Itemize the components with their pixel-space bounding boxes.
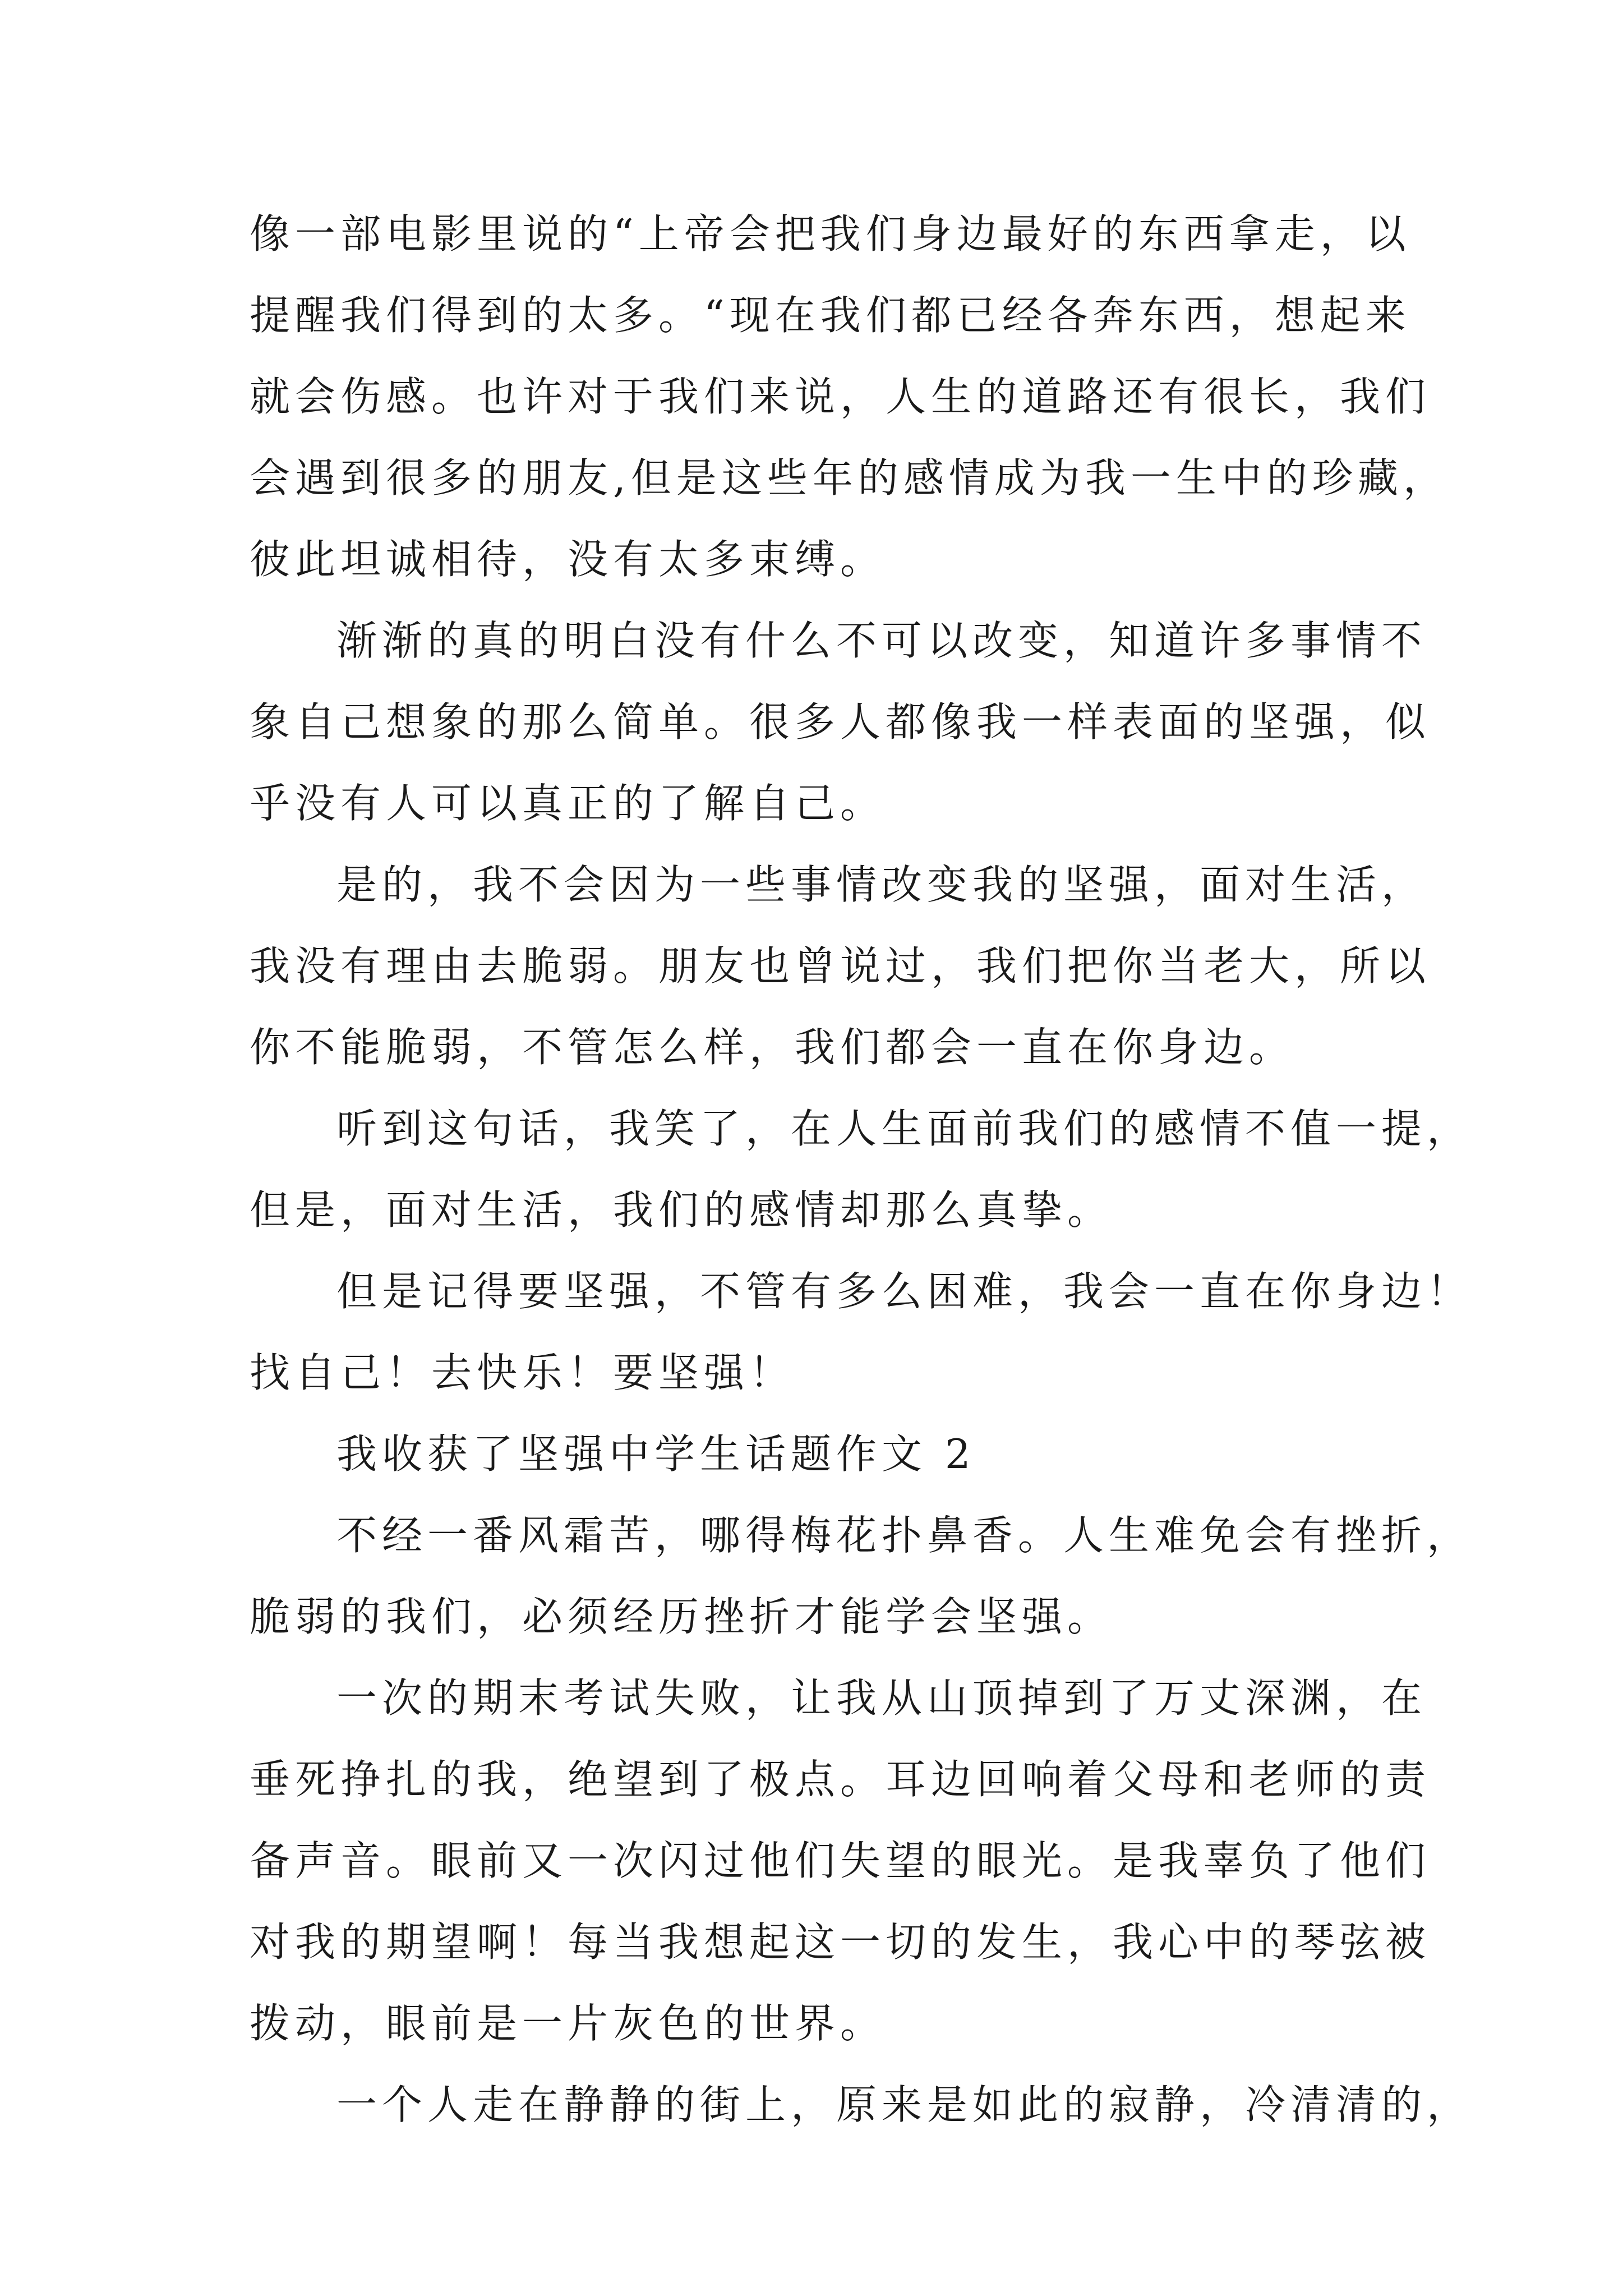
section-heading: 我收获了坚强中学生话题作文 2 — [336, 1430, 976, 1478]
text-line: 对我的期望啊！每当我想起这一切的发生，我心中的琴弦被 — [250, 1918, 1431, 1966]
paragraph-start-line: 一个人走在静静的街上，原来是如此的寂静，冷清清的， — [336, 2081, 1473, 2128]
text-line: 拨动，眼前是一片灰色的世界。 — [250, 2000, 886, 2047]
paragraph-start-line: 但是记得要坚强，不管有多么困难，我会一直在你身边！ — [336, 1268, 1473, 1315]
paragraph-start-line: 一次的期末考试失败，让我从山顶掉到了万丈深渊，在 — [336, 1674, 1427, 1722]
text-line: 备声音。眼前又一次闪过他们失望的眼光。是我辜负了他们 — [250, 1837, 1431, 1884]
paragraph-start-line: 渐渐的真的明白没有什么不可以改变，知道许多事情不 — [336, 617, 1427, 664]
text-line: 像一部电影里说的“上帝会把我们身边最好的东西拿走，以 — [250, 210, 1411, 257]
paragraph-start-line: 是的，我不会因为一些事情改变我的坚强，面对生活， — [336, 861, 1427, 908]
text-line: 象自己想象的那么简单。很多人都像我一样表面的坚强，似 — [250, 698, 1431, 746]
text-line: 提醒我们得到的太多。“现在我们都已经各奔东西，想起来 — [250, 292, 1411, 339]
text-line: 脆弱的我们，必须经历挫折才能学会坚强。 — [250, 1593, 1113, 1640]
essay-body — [250, 194, 1473, 2146]
paragraph-start-line: 听到这句话，我笑了，在人生面前我们的感情不值一提， — [336, 1105, 1473, 1152]
text-line: 会遇到很多的朋友,但是这些年的感情成为我一生中的珍藏， — [250, 454, 1449, 501]
text-line: 垂死挣扎的我，绝望到了极点。耳边回响着父母和老师的责 — [250, 1756, 1431, 1803]
text-line: 乎没有人可以真正的了解自己。 — [250, 780, 886, 827]
text-line: 但是，面对生活，我们的感情却那么真挚。 — [250, 1186, 1113, 1234]
text-line: 你不能脆弱，不管怎么样，我们都会一直在你身边。 — [250, 1024, 1295, 1071]
text-line: 我没有理由去脆弱。朋友也曾说过，我们把你当老大，所以 — [250, 942, 1431, 990]
paragraph-start-line: 不经一番风霜苦，哪得梅花扑鼻香。人生难免会有挫折， — [336, 1512, 1473, 1559]
text-line: 就会伤感。也许对于我们来说，人生的道路还有很长，我们 — [250, 373, 1431, 420]
text-line: 彼此坦诚相待，没有太多束缚。 — [250, 536, 886, 583]
text-line: 找自己！去快乐！要坚强！ — [250, 1349, 795, 1396]
